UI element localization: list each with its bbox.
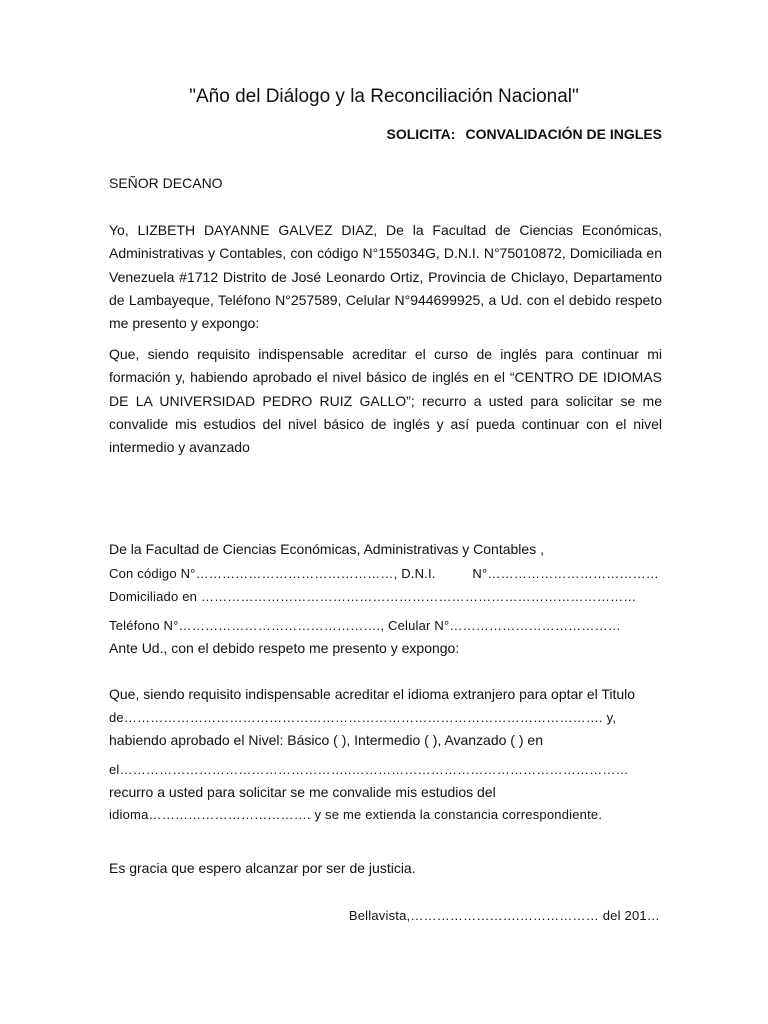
template-codigo-field: Con código N°………………………………………, D.N.I. bbox=[109, 566, 436, 581]
template-de-line: de………………………………………………………………………………………………. y, bbox=[109, 710, 617, 725]
solicita-value: CONVALIDACIÓN DE INGLES bbox=[465, 126, 662, 142]
template-recurro-line: recurro a usted para solicitar se me convalide mis estudios del bbox=[109, 784, 496, 800]
template-que-line: Que, siendo requisito indispensable acreditar el idioma extranjero para optar el Titulo bbox=[109, 686, 636, 702]
template-el-line: el……………………………………………..……………………………………………………… bbox=[109, 762, 629, 777]
template-dni-field: N°………………………………… bbox=[472, 566, 659, 581]
template-domicilio-line: Domiciliado en ……………………………………………………………………………………… bbox=[109, 589, 637, 604]
salutation: SEÑOR DECANO bbox=[109, 175, 223, 191]
template-telefono-line: Teléfono N°………………………………………., Celular N°………………………………… bbox=[109, 618, 621, 633]
paragraph-request: Que, siendo requisito indispensable acreditar el curso de inglés para continuar mi formación y, habiendo aprobado el nivel básico de inglés en el “CENTRO DE IDIOMAS DE LA UNIVERSIDAD PEDRO RUIZ GALLO”; recurro a usted para solicitar se me convalide mis estudios del nivel básico de inglés y así pueda continuar con el nivel intermedio y avanzado bbox=[109, 346, 662, 456]
solicita-label: SOLICITA: bbox=[386, 126, 456, 142]
paragraph-applicant: Yo, LIZBETH DAYANNE GALVEZ DIAZ, De la Facultad de Ciencias Económicas, Administrativas y Contables, con código N°155034G, D.N.I. N°75010872, Domiciliada en Venezuela #1712 Distrito de José Leonardo Ortiz, Provincia de Chiclayo, Departamento de Lambayeque, Teléfono N°257589, Celular N°944699925, a Ud. con el debido respeto me presento y expongo: bbox=[109, 222, 662, 332]
template-faculty-line: De la Facultad de Ciencias Económicas, Administrativas y Contables , bbox=[109, 541, 544, 557]
template-idioma-line: idioma………………………………. y se me extienda la constancia correspondiente. bbox=[109, 807, 603, 822]
template-date-line: Bellavista,…………………….……………… del 201… bbox=[348, 908, 660, 923]
solicita-line bbox=[387, 126, 663, 142]
template-nivel-line: habiendo aprobado el Nivel: Básico ( ), Intermedio ( ), Avanzado ( ) en bbox=[109, 732, 543, 748]
template-codigo-row bbox=[109, 566, 659, 581]
template-ante-line: Ante Ud., con el debido respeto me presento y expongo: bbox=[109, 640, 460, 656]
year-title: "Año del Diálogo y la Reconciliación Nacional" bbox=[189, 86, 579, 107]
template-gracia-line: Es gracia que espero alcanzar por ser de justicia. bbox=[109, 860, 416, 876]
